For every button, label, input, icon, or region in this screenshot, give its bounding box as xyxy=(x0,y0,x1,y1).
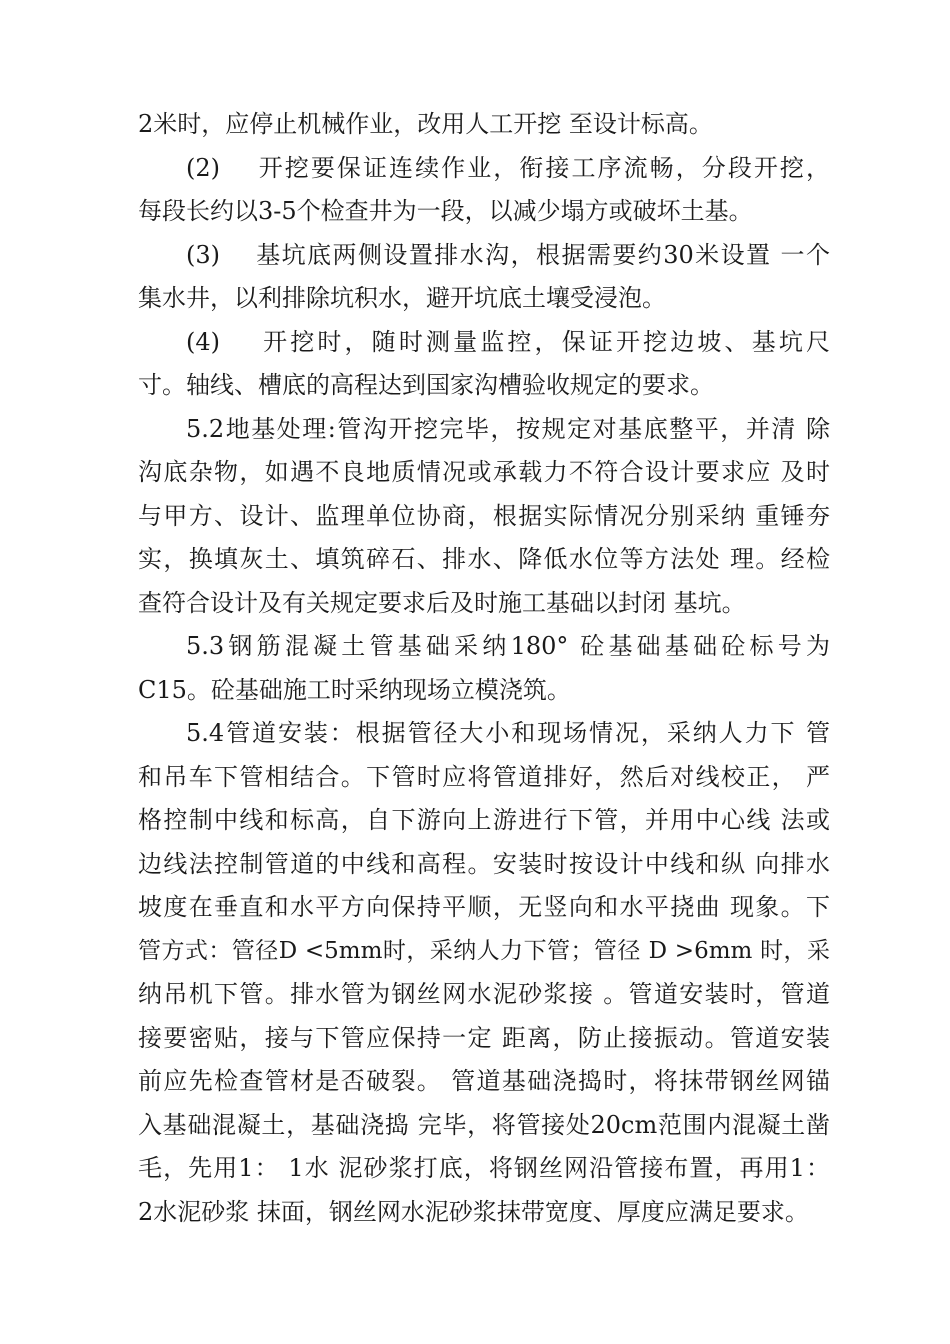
text-line: 2米时，应停止机械作业，改用人工开挖 至设计标高。 xyxy=(138,110,713,138)
text-line: 接要密贴，接与下管应保持一定 距离，防止接振动。管道安装 xyxy=(138,1023,830,1052)
text-line: C15。砼基础施工时采纳现场立模浇筑。 xyxy=(138,675,571,704)
text-line: 入基础混凝土，基础浇捣 完毕，将管接处20cm范围内混凝土凿 xyxy=(138,1110,830,1139)
text-line: 和吊车下管相结合。下管时应将管道排好，然后对线校正， 严 xyxy=(138,762,830,791)
text-line: (4) 开挖时，随时测量监控，保证开挖边坡、基坑尺 xyxy=(186,327,830,356)
text-line: 管方式：管径D <5mm时，采纳人力下管；管径 D >6mm 时，采 xyxy=(138,937,830,964)
text-line: 纳吊机下管。排水管为钢丝网水泥砂浆接 。管道安装时，管道 xyxy=(138,980,830,1008)
text-line: 2水泥砂浆 抹面，钢丝网水泥砂浆抹带宽度、厚度应满足要求。 xyxy=(138,1197,809,1226)
text-line: 每段长约以3-5个检查井为一段，以减少塌方或破坏土基。 xyxy=(138,197,753,225)
text-line: 沟底杂物，如遇不良地质情况或承载力不符合设计要求应 及时 xyxy=(138,458,830,486)
text-line: 实，换填灰土、填筑碎石、排水、降低水位等方法处 理。经检 xyxy=(138,545,830,573)
text-line: 坡度在垂直和水平方向保持平顺，无竖向和水平挠曲 现象。下 xyxy=(138,893,830,921)
text-line: 5.2地基处理:管沟开挖完毕，按规定对基底整平，并清 除 xyxy=(186,414,830,443)
text-line: 寸。轴线、槽底的高程达到国家沟槽验收规定的要求。 xyxy=(138,371,714,399)
text-line: 集水井，以利排除坑积水，避开坑底土壤受浸泡。 xyxy=(138,284,666,312)
text-line: 5.4管道安装：根据管径大小和现场情况，采纳人力下 管 xyxy=(186,719,830,747)
text-line: 前应先检查管材是否破裂。 管道基础浇捣时，将抹带钢丝网锚 xyxy=(138,1067,830,1095)
text-line: 毛，先用1： 1水 泥砂浆打底，将钢丝网沿管接布置，再用1： xyxy=(138,1154,830,1182)
text-line: 边线法控制管道的中线和高程。安装时按设计中线和纵 向排水 xyxy=(138,849,830,878)
text-line: 与甲方、设计、监理单位协商，根据实际情况分别采纳 重锤夯 xyxy=(138,501,830,530)
document-body xyxy=(138,103,830,1234)
text-line: (3) 基坑底两侧设置排水沟，根据需要约30米设置 一个 xyxy=(186,240,830,269)
text-line: 5.3钢筋混凝土管基础采纳180° 砼基础基础砼标号为 xyxy=(186,632,830,660)
text-line: (2) 开挖要保证连续作业，衔接工序流畅，分段开挖， xyxy=(186,153,830,182)
text-line: 查符合设计及有关规定要求后及时施工基础以封闭 基坑。 xyxy=(138,588,746,617)
text-line: 格控制中线和标高，自下游向上游进行下管，并用中心线 法或 xyxy=(138,806,830,834)
